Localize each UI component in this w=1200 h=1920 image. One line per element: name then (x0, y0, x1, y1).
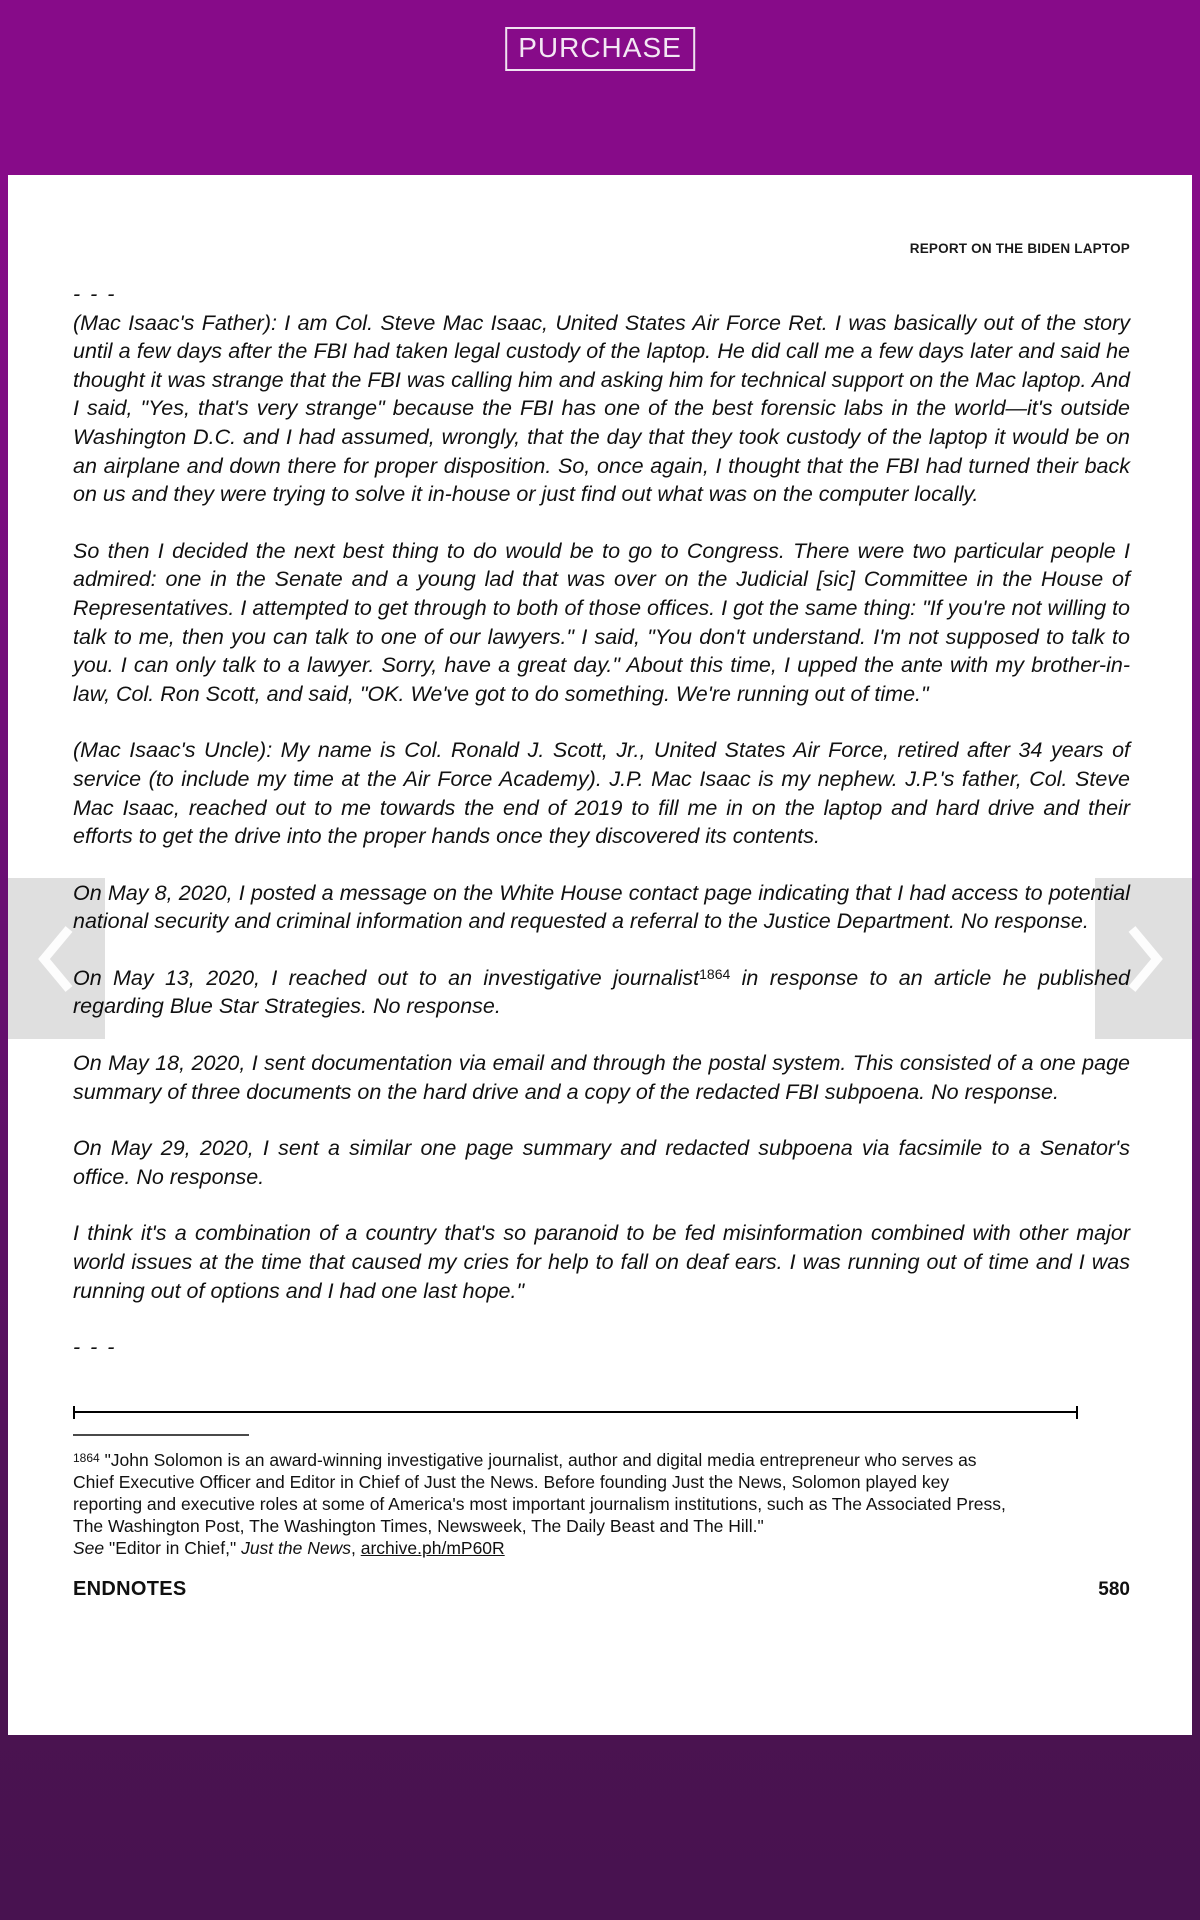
footnote-line (73, 1447, 1130, 1471)
footnote-line: reporting and executive roles at some of America's most important journalism institutions, such as The Associated Press, (73, 1493, 1006, 1514)
chevron-right-icon (1118, 921, 1170, 997)
paragraph-father-2: So then I decided the next best thing to do would be to go to Congress. There were two particular people I admired: one in the Senate and a young lad that was over on the Judicial [sic] Committee in the House of Representatives. I attempted to get through to both of those offices. I got the same thing: "If you're not willing to talk to me, then you can talk to one of our lawyers." I said, "You don't understand. I'm not supposed to talk to you. I can only talk to a lawyer. Sorry, have a great day." About this time, I upped the ante with my brother-in-law, Col. Ron Scott, and said, "OK. We've got to do something. We're running out of time." (73, 538, 1130, 706)
paragraph-may13-text-cont: in response to an article he published regarding Blue Star Strategies. No response. (73, 965, 1131, 1019)
footnote-citation (73, 1537, 1130, 1559)
report-header: REPORT ON THE BIDEN LAPTOP (909, 241, 1130, 256)
paragraph-father-1: (Mac Isaac's Father): I am Col. Steve Mac Isaac, United States Air Force Ret. I was basically out of the story until a few days after the FBI had taken legal custody of the laptop. He did call me a few days later and said he thought it was strange that the FBI was calling him and asking him for technical support on the Mac laptop. And I said, "Yes, that's very strange" because the FBI has one of the best forensic labs in the world—it's outside Washington D.C. and I had assumed, wrongly, that the day that they took custody of the laptop it would be on an airplane and down there for proper disposition. So, once again, I thought that the FBI had turned their back on us and they were trying to solve it in-house or just find out what was on the computer locally. (73, 310, 1130, 507)
paragraph-last-hope: I think it's a combination of a country that's so paranoid to be fed misinformation combined with other major world issues at the time that caused my cries for help to fall on deaf ears. I was running out of time and I was running out of options and I had one last hope." (73, 1221, 1130, 1303)
body-text (73, 280, 1130, 1362)
paragraph-may18: On May 18, 2020, I sent documentation via email and through the postal system. This consisted of a one page summary of three documents on the hard drive and a copy of the redacted FBI subpoena. No response. (73, 1051, 1130, 1104)
paragraph-may29: On May 29, 2020, I sent a similar one page summary and redacted subpoena via facsimile to a Senator's office. No response. (73, 1136, 1130, 1189)
previous-page-button[interactable] (8, 878, 105, 1039)
citation-quote: "Editor in Chief," (104, 1537, 242, 1558)
footnote-line: The Washington Post, The Washington Times, Newsweek, The Daily Beast and The Hill." (73, 1515, 764, 1536)
section-divider-close: - - - (73, 1335, 117, 1360)
purchase-button[interactable]: PURCHASE (505, 27, 695, 71)
citation-source: Just the News (241, 1537, 351, 1558)
paragraph-uncle-intro: (Mac Isaac's Uncle): My name is Col. Ronald J. Scott, Jr., United States Air Force, retired after 34 years of service (to include my time at the Air Force Academy). J.P. Mac Isaac is my nephew. J.P.'s father, Col. Steve Mac Isaac, reached out to me towards the end of 2019 to fill me in on the laptop and hard drive and their efforts to get the drive into the proper hands once they discovered its contents. (73, 738, 1130, 849)
page-content (8, 175, 1192, 1601)
footnote-ref-1864: 1864 (699, 965, 731, 982)
paragraph-may13-text: On May 13, 2020, I reached out to an investigative journalist (73, 965, 700, 990)
footnote-separator (73, 1434, 249, 1436)
paragraph-may13 (73, 964, 1130, 1021)
footnote (73, 1447, 1130, 1559)
footnote-line-text: "John Solomon is an award-winning investigative journalist, author and digital media entrepreneur who serves as (104, 1449, 977, 1470)
footnote-number: 1864 (73, 1450, 100, 1465)
document-page (8, 175, 1192, 1735)
section-divider-open: - - - (73, 282, 117, 306)
citation-comma: , (350, 1537, 361, 1558)
page-number: 580 (1098, 1578, 1130, 1600)
next-page-button[interactable] (1095, 878, 1192, 1039)
chevron-left-icon (31, 921, 83, 997)
page-end-rule (73, 1411, 1078, 1413)
archive-link[interactable]: archive.ph/mP60R (360, 1537, 505, 1558)
see-word: See (73, 1537, 105, 1558)
footnote-line: Chief Executive Officer and Editor in Chief of Just the News. Before founding Just the News, Solomon played key (73, 1471, 950, 1492)
paragraph-may8: On May 8, 2020, I posted a message on the White House contact page indicating that I had access to potential national security and criminal information and requested a referral to the Justice Department. No response. (73, 880, 1130, 934)
endnotes-label: ENDNOTES (73, 1577, 187, 1600)
page-footer (73, 1578, 1130, 1601)
